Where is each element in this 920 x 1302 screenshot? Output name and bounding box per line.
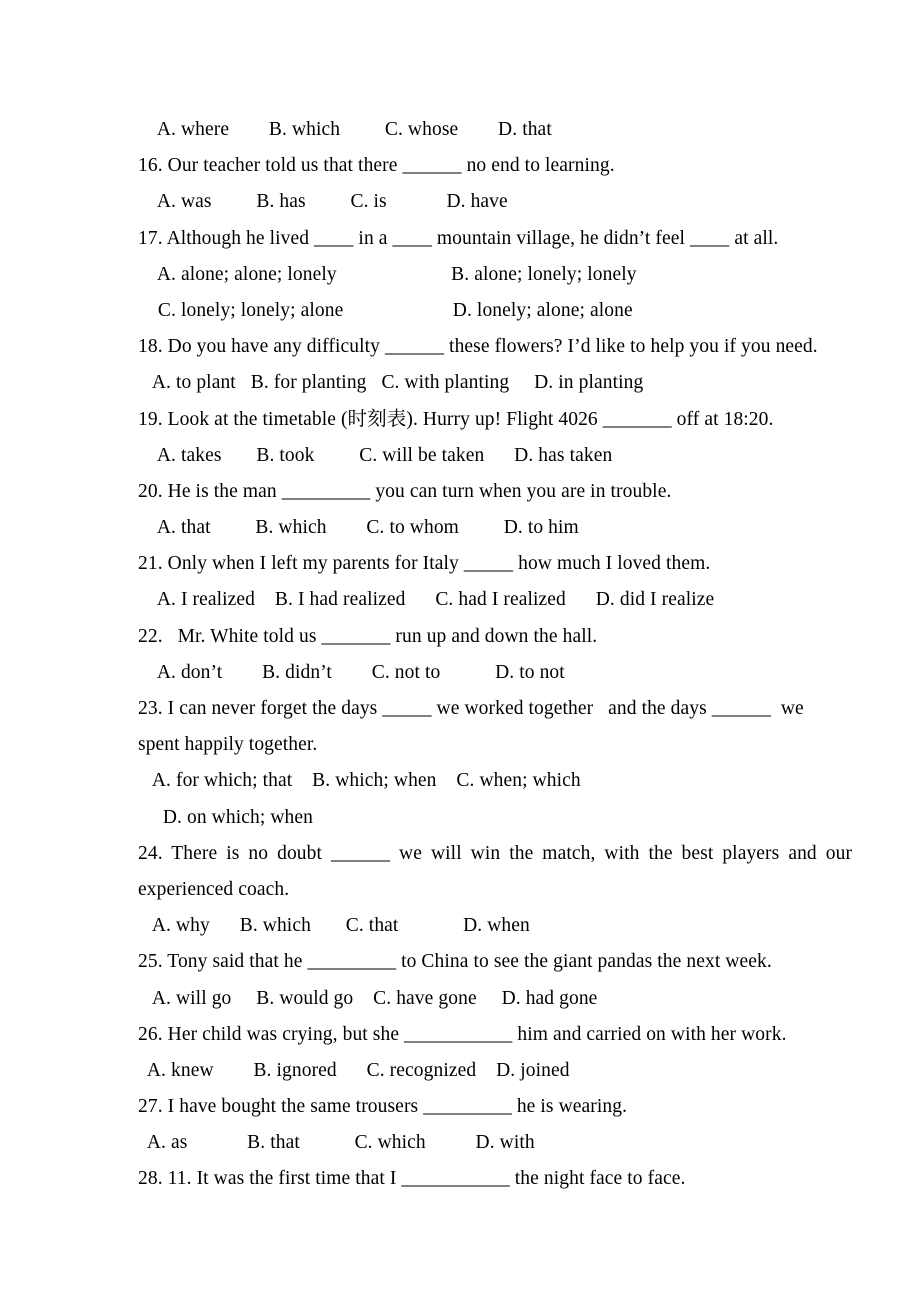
q22-question-line: 22. Mr. White told us _______ run up and down the hall. bbox=[138, 625, 598, 647]
q18-question-line: 18. Do you have any difficulty ______ these flowers? I’d like to help you if you need. bbox=[138, 336, 818, 358]
q26-question-line: 26. Her child was crying, but she ___________ him and carried on with her work. bbox=[138, 1023, 787, 1045]
q25-options-line: A. will go B. would go C. have gone D. had gone bbox=[138, 987, 598, 1009]
q19-question-line: 19. Look at the timetable (时刻表). Hurry up! Flight 4026 _______ off at 18:20. bbox=[138, 408, 774, 430]
q19-options-line: A. takes B. took C. will be taken D. has taken bbox=[138, 444, 613, 466]
q18-options-line: A. to plant B. for planting C. with planting D. in planting bbox=[138, 372, 644, 394]
q21-question-line: 21. Only when I left my parents for Italy _____ how much I loved them. bbox=[138, 553, 711, 575]
q17-options-cd-line: C. lonely; lonely; alone D. lonely; alone; alone bbox=[138, 299, 633, 321]
q16-question-line: 16. Our teacher told us that there ______ no end to learning. bbox=[138, 155, 615, 177]
q23-options-abc-line: A. for which; that B. which; when C. when; which bbox=[138, 770, 581, 792]
q20-question-line: 20. He is the man _________ you can turn when you are in trouble. bbox=[138, 480, 672, 502]
q20-options-line: A. that B. which C. to whom D. to him bbox=[138, 517, 579, 539]
q25-question-line: 25. Tony said that he _________ to China to see the giant pandas the next week. bbox=[138, 951, 772, 973]
q21-options-line: A. I realized B. I had realized C. had I realized D. did I realize bbox=[138, 589, 715, 611]
q26-options-line: A. knew B. ignored C. recognized D. joined bbox=[138, 1059, 570, 1081]
q27-question-line: 27. I have bought the same trousers _________ he is wearing. bbox=[138, 1096, 628, 1118]
q28-question-line: 28. 11. It was the first time that I ___________ the night face to face. bbox=[138, 1168, 686, 1190]
q24-question-line: 24. There is no doubt ______ we will win the match, with the best players and our bbox=[138, 842, 853, 864]
q23-question-line: 23. I can never forget the days _____ we worked together and the days ______ we bbox=[138, 698, 804, 719]
q24-options-line: A. why B. which C. that D. when bbox=[138, 915, 530, 937]
q23-options-d-line: D. on which; when bbox=[138, 806, 313, 828]
q17-options-ab-line: A. alone; alone; lonely B. alone; lonely; lonely bbox=[138, 263, 637, 285]
document-body bbox=[138, 112, 853, 1198]
q23-question-cont-line: spent happily together. bbox=[138, 734, 318, 756]
q24-question-cont-line: experienced coach. bbox=[138, 878, 290, 900]
q22-options-line: A. don’t B. didn’t C. not to D. to not bbox=[138, 661, 565, 683]
q17-question-line: 17. Although he lived ____ in a ____ mountain village, he didn’t feel ____ at all. bbox=[138, 227, 779, 249]
q16-options-line: A. was B. has C. is D. have bbox=[138, 191, 508, 213]
q15-options-line: A. where B. which C. whose D. that bbox=[138, 119, 552, 140]
q27-options-line: A. as B. that C. which D. with bbox=[138, 1132, 535, 1154]
